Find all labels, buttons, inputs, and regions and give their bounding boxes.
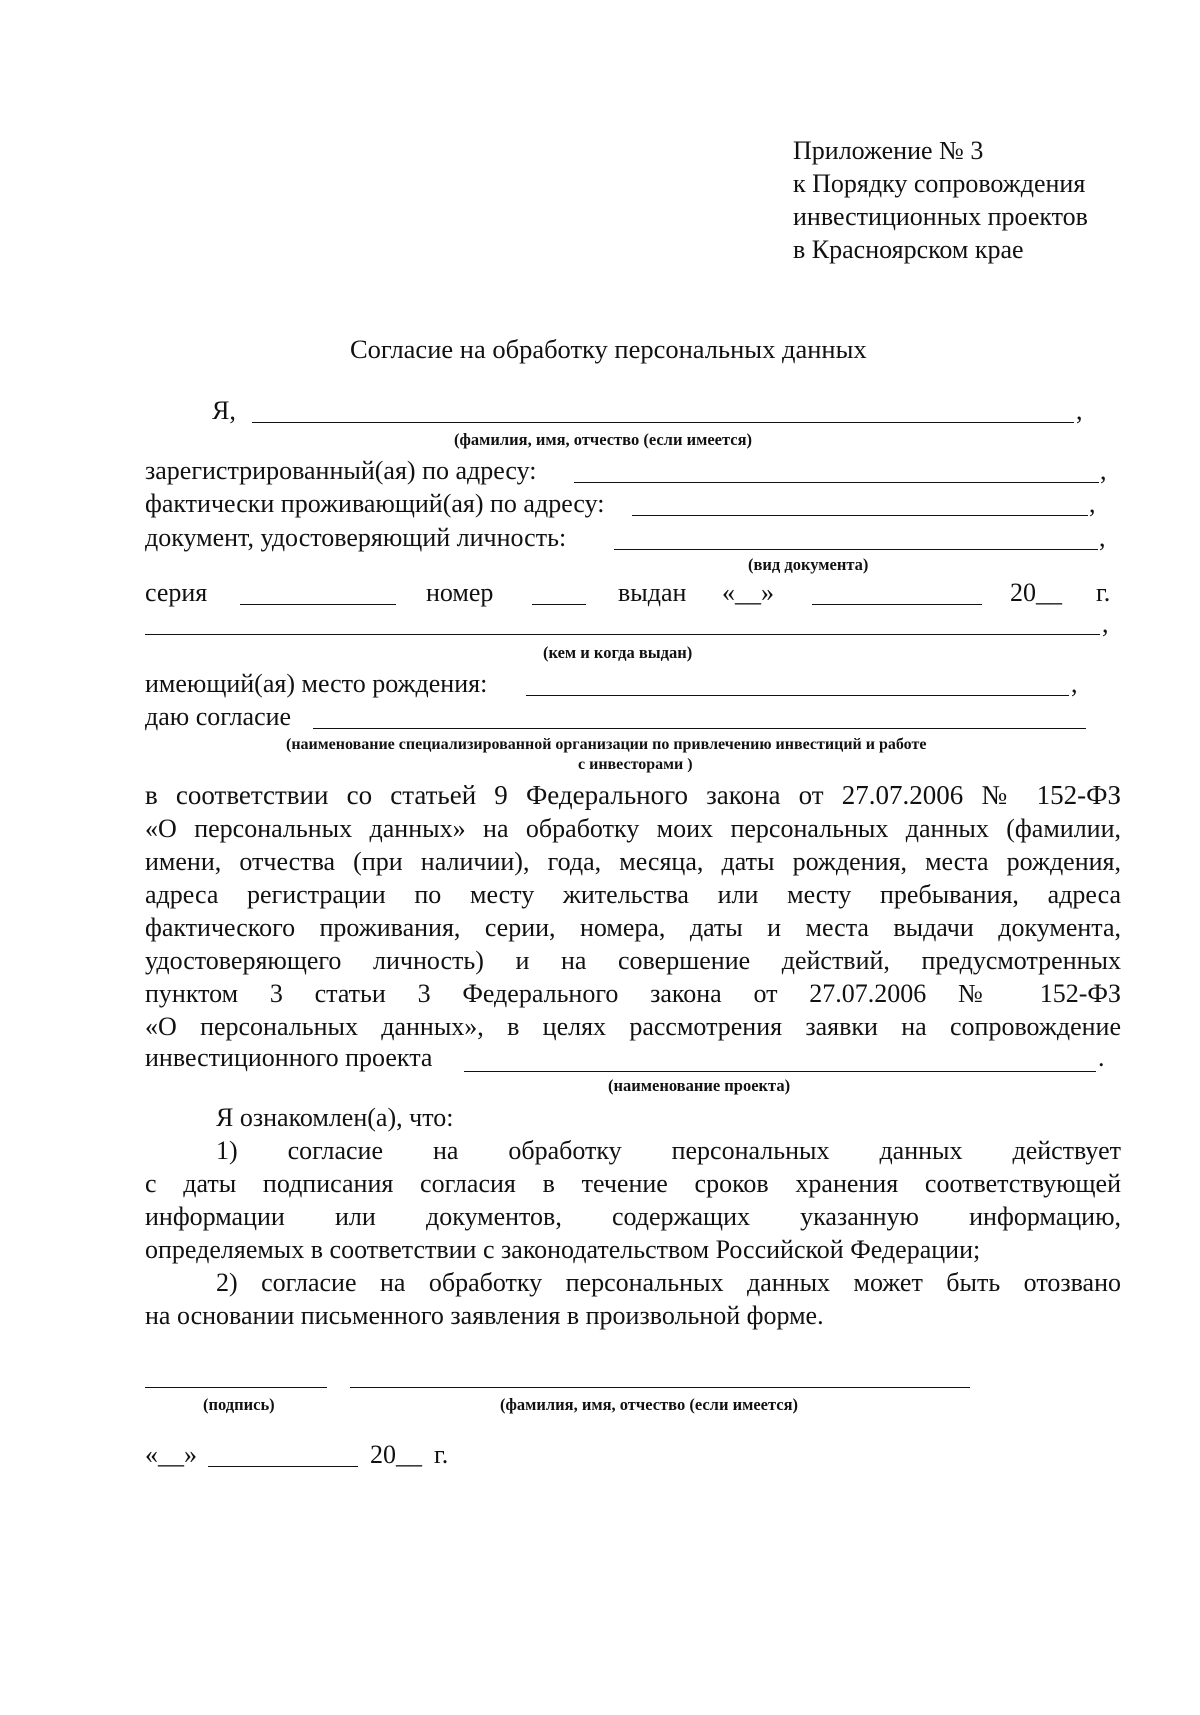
issued-by-field[interactable] <box>145 634 1100 635</box>
comma: , <box>1100 456 1107 485</box>
document-label: документ, удостоверяющий личность: <box>145 523 567 552</box>
item2-line: 2) согласие на обработку персональных данных может быть отозвано <box>216 1268 1121 1297</box>
registered-label: зарегистрированный(ая) по адресу: <box>145 456 537 485</box>
item1-line: информации или документов, содержащих указанную информацию, <box>145 1202 1121 1231</box>
annex-line: инвестиционных проектов <box>793 202 1088 231</box>
signature-name-field[interactable] <box>350 1387 970 1388</box>
signature-day-field[interactable]: «__» <box>145 1440 197 1469</box>
comma: , <box>1071 669 1078 698</box>
signature-year-suffix: г. <box>434 1440 449 1469</box>
aware-heading: Я ознакомлен(а), что: <box>216 1103 454 1132</box>
year-suffix: г. <box>1096 578 1111 607</box>
living-address-field[interactable] <box>632 515 1088 516</box>
document-title: Согласие на обработку персональных данных <box>350 334 867 364</box>
comma: , <box>1102 609 1109 638</box>
signature-field[interactable] <box>145 1387 327 1388</box>
body-line: в соответствии со статьей 9 Федерального закона от 27.07.2006 № 152-ФЗ <box>145 780 1121 810</box>
project-name-caption: (наименование проекта) <box>608 1076 791 1095</box>
birthplace-label: имеющий(ая) место рождения: <box>145 669 488 698</box>
item1-line: определяемых в соответствии с законодательством Российской Федерации; <box>145 1235 981 1264</box>
issued-month-field[interactable] <box>812 604 982 605</box>
comma: , <box>1089 489 1096 518</box>
full-name-caption: (фамилия, имя, отчество (если имеется) <box>454 430 753 449</box>
issued-year-field[interactable]: 20__ <box>1010 578 1062 607</box>
number-field[interactable] <box>532 604 586 605</box>
consent-label: даю согласие <box>145 702 292 731</box>
birthplace-field[interactable] <box>526 695 1069 696</box>
body-line: фактического проживания, серии, номера, даты и места выдачи документа, <box>145 913 1121 942</box>
signature-caption: (подпись) <box>203 1395 275 1414</box>
annex-header <box>793 134 1088 266</box>
number-label: номер <box>426 578 494 607</box>
annex-line: в Красноярском крае <box>793 235 1024 264</box>
item1-line: 1) согласие на обработку персональных данных действует <box>216 1136 1121 1165</box>
body-line: удостоверяющего личность) и на совершение действий, предусмотренных <box>145 946 1121 975</box>
organization-caption: с инвесторами ) <box>578 756 693 773</box>
document-type-caption: (вид документа) <box>748 555 869 574</box>
body-line: адреса регистрации по месту жительства или месту пребывания, адреса <box>145 880 1121 909</box>
project-name-field[interactable] <box>464 1071 1096 1072</box>
body-line: имени, отчества (при наличии), года, месяца, даты рождения, места рождения, <box>145 847 1121 876</box>
registered-address-field[interactable] <box>574 482 1099 483</box>
body-line: пунктом 3 статьи 3 Федерального закона от 27.07.2006 № 152-ФЗ <box>145 979 1121 1008</box>
annex-line: Приложение № 3 <box>793 136 984 165</box>
project-label: инвестиционного проекта <box>145 1043 433 1072</box>
item2-line: на основании письменного заявления в произвольной форме. <box>145 1301 824 1330</box>
series-field[interactable] <box>240 604 396 605</box>
series-label: серия <box>145 578 208 607</box>
item1-line: с даты подписания согласия в течение сроков хранения соответствующей <box>145 1169 1121 1198</box>
body-line: «О персональных данных», в целях рассмотрения заявки на сопровождение <box>145 1012 1121 1041</box>
full-name-field[interactable] <box>252 422 1074 423</box>
issued-day-field[interactable]: «__» <box>722 578 774 607</box>
document-type-field[interactable] <box>614 549 1098 550</box>
issued-by-caption: (кем и когда выдан) <box>543 643 693 662</box>
organization-caption: (наименование специализированной организации по привлечению инвестиций и работе <box>286 736 927 753</box>
comma: , <box>1099 523 1106 552</box>
issued-label: выдан <box>618 578 687 607</box>
period: . <box>1098 1043 1105 1072</box>
signature-year-field[interactable]: 20__ <box>370 1440 422 1469</box>
living-label: фактически проживающий(ая) по адресу: <box>145 489 605 518</box>
signature-month-field[interactable] <box>208 1466 358 1467</box>
i-label: Я, <box>212 396 236 425</box>
signature-name-caption: (фамилия, имя, отчество (если имеется) <box>500 1395 799 1414</box>
body-line: «О персональных данных» на обработку моих персональных данных (фамилии, <box>145 814 1121 843</box>
comma: , <box>1076 396 1083 425</box>
annex-line: к Порядку сопровождения <box>793 169 1086 198</box>
organization-field[interactable] <box>313 728 1086 729</box>
